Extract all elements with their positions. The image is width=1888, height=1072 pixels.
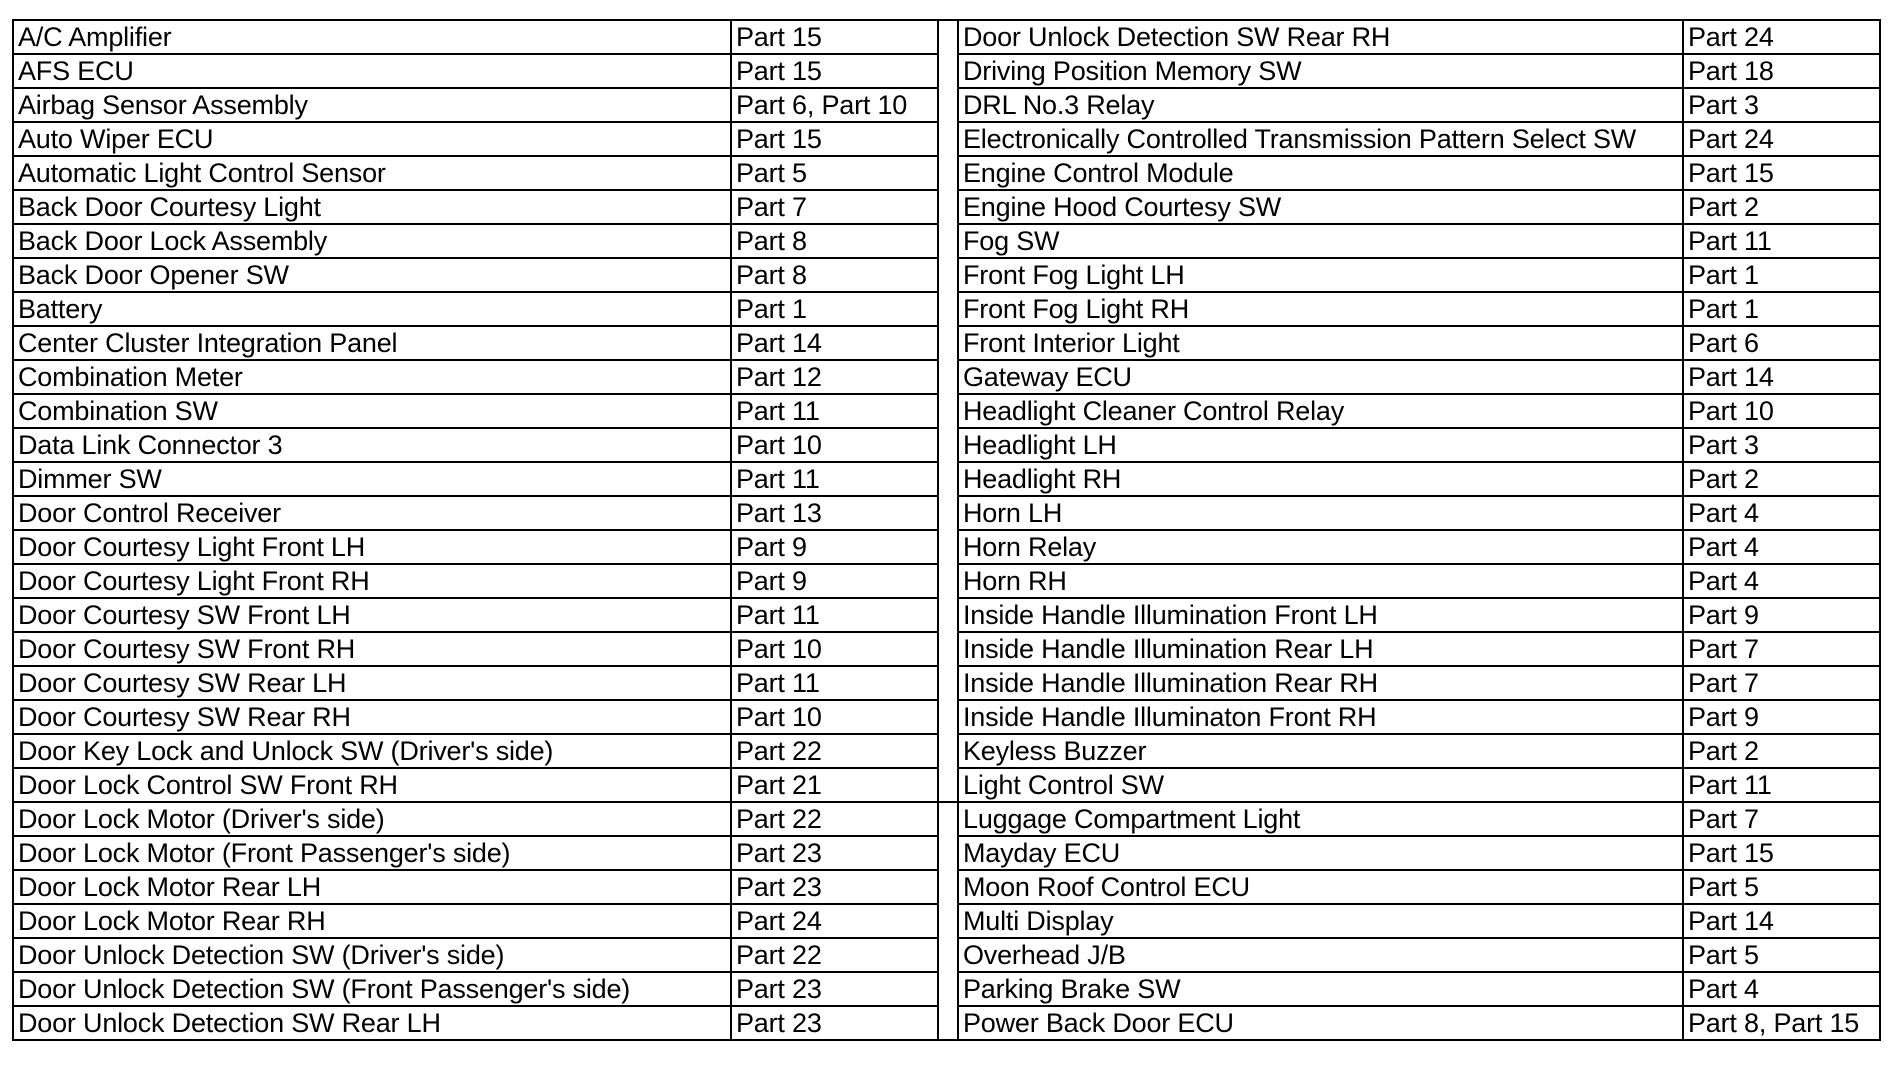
column-gap (938, 700, 958, 734)
left-part-ref: Part 12 (731, 360, 938, 394)
table-row (13, 802, 1880, 836)
right-component-name: Horn RH (958, 564, 1683, 598)
left-component-name: Combination SW (13, 394, 731, 428)
right-part-ref: Part 2 (1683, 190, 1880, 224)
right-part-ref: Part 24 (1683, 20, 1880, 54)
column-gap (938, 20, 958, 54)
table-row (13, 54, 1880, 88)
table-row (13, 666, 1880, 700)
left-part-ref: Part 15 (731, 122, 938, 156)
left-part-ref: Part 11 (731, 394, 938, 428)
left-component-name: Door Unlock Detection SW (Front Passenger's side) (13, 972, 731, 1006)
column-gap (938, 496, 958, 530)
table-row (13, 972, 1880, 1006)
left-component-name: A/C Amplifier (13, 20, 731, 54)
right-component-name: Horn LH (958, 496, 1683, 530)
left-part-ref: Part 23 (731, 870, 938, 904)
left-component-name: Door Courtesy Light Front LH (13, 530, 731, 564)
column-gap (938, 190, 958, 224)
right-component-name: Multi Display (958, 904, 1683, 938)
column-gap (938, 666, 958, 700)
right-component-name: Power Back Door ECU (958, 1006, 1683, 1040)
right-part-ref: Part 9 (1683, 700, 1880, 734)
right-part-ref: Part 2 (1683, 462, 1880, 496)
right-part-ref: Part 2 (1683, 734, 1880, 768)
left-part-ref: Part 23 (731, 1006, 938, 1040)
table-row (13, 632, 1880, 666)
right-component-name: Headlight LH (958, 428, 1683, 462)
column-gap (938, 462, 958, 496)
right-part-ref: Part 14 (1683, 904, 1880, 938)
right-component-name: Light Control SW (958, 768, 1683, 802)
column-gap (938, 972, 958, 1006)
left-part-ref: Part 8 (731, 224, 938, 258)
right-component-name: Inside Handle Illumination Rear RH (958, 666, 1683, 700)
right-component-name: Electronically Controlled Transmission Pattern Select SW (958, 122, 1683, 156)
right-part-ref: Part 11 (1683, 768, 1880, 802)
right-component-name: Moon Roof Control ECU (958, 870, 1683, 904)
left-component-name: Door Courtesy SW Front RH (13, 632, 731, 666)
right-part-ref: Part 7 (1683, 666, 1880, 700)
right-part-ref: Part 4 (1683, 972, 1880, 1006)
left-part-ref: Part 1 (731, 292, 938, 326)
right-part-ref: Part 3 (1683, 88, 1880, 122)
column-gap (938, 394, 958, 428)
column-gap (938, 54, 958, 88)
right-component-name: Headlight Cleaner Control Relay (958, 394, 1683, 428)
left-component-name: AFS ECU (13, 54, 731, 88)
column-gap (938, 530, 958, 564)
right-part-ref: Part 6 (1683, 326, 1880, 360)
left-component-name: Door Unlock Detection SW (Driver's side) (13, 938, 731, 972)
table-row (13, 122, 1880, 156)
left-part-ref: Part 21 (731, 768, 938, 802)
left-part-ref: Part 14 (731, 326, 938, 360)
right-part-ref: Part 4 (1683, 530, 1880, 564)
parts-index-body (13, 20, 1880, 1040)
right-part-ref: Part 4 (1683, 496, 1880, 530)
left-part-ref: Part 23 (731, 836, 938, 870)
right-part-ref: Part 15 (1683, 836, 1880, 870)
table-row (13, 700, 1880, 734)
left-part-ref: Part 11 (731, 462, 938, 496)
right-component-name: Inside Handle Illumination Rear LH (958, 632, 1683, 666)
column-gap (938, 870, 958, 904)
table-row (13, 870, 1880, 904)
column-gap (938, 598, 958, 632)
table-row (13, 156, 1880, 190)
table-row (13, 394, 1880, 428)
column-gap (938, 428, 958, 462)
table-row (13, 292, 1880, 326)
right-component-name: DRL No.3 Relay (958, 88, 1683, 122)
right-part-ref: Part 3 (1683, 428, 1880, 462)
left-part-ref: Part 22 (731, 734, 938, 768)
right-part-ref: Part 24 (1683, 122, 1880, 156)
column-gap (938, 734, 958, 768)
table-row (13, 428, 1880, 462)
column-gap (938, 122, 958, 156)
table-row (13, 20, 1880, 54)
left-component-name: Door Lock Motor (Driver's side) (13, 802, 731, 836)
column-gap (938, 258, 958, 292)
right-component-name: Mayday ECU (958, 836, 1683, 870)
left-part-ref: Part 15 (731, 54, 938, 88)
right-component-name: Front Fog Light LH (958, 258, 1683, 292)
right-part-ref: Part 8, Part 15 (1683, 1006, 1880, 1040)
left-part-ref: Part 5 (731, 156, 938, 190)
right-component-name: Inside Handle Illumination Front LH (958, 598, 1683, 632)
table-row (13, 326, 1880, 360)
left-part-ref: Part 11 (731, 598, 938, 632)
parts-index-page (12, 19, 1881, 1041)
table-row (13, 1006, 1880, 1040)
left-part-ref: Part 11 (731, 666, 938, 700)
right-component-name: Parking Brake SW (958, 972, 1683, 1006)
left-component-name: Back Door Opener SW (13, 258, 731, 292)
column-gap (938, 88, 958, 122)
left-part-ref: Part 22 (731, 802, 938, 836)
left-component-name: Door Unlock Detection SW Rear LH (13, 1006, 731, 1040)
left-component-name: Data Link Connector 3 (13, 428, 731, 462)
column-gap (938, 802, 958, 836)
right-part-ref: Part 5 (1683, 938, 1880, 972)
column-gap (938, 836, 958, 870)
column-gap (938, 904, 958, 938)
table-row (13, 836, 1880, 870)
table-row (13, 88, 1880, 122)
right-part-ref: Part 18 (1683, 54, 1880, 88)
right-part-ref: Part 9 (1683, 598, 1880, 632)
column-gap (938, 156, 958, 190)
right-component-name: Fog SW (958, 224, 1683, 258)
table-row (13, 768, 1880, 802)
left-component-name: Center Cluster Integration Panel (13, 326, 731, 360)
left-component-name: Back Door Courtesy Light (13, 190, 731, 224)
right-component-name: Front Fog Light RH (958, 292, 1683, 326)
column-gap (938, 938, 958, 972)
column-gap (938, 326, 958, 360)
left-component-name: Combination Meter (13, 360, 731, 394)
left-component-name: Door Courtesy Light Front RH (13, 564, 731, 598)
right-part-ref: Part 10 (1683, 394, 1880, 428)
left-part-ref: Part 24 (731, 904, 938, 938)
left-component-name: Door Courtesy SW Front LH (13, 598, 731, 632)
right-component-name: Inside Handle Illuminaton Front RH (958, 700, 1683, 734)
right-component-name: Front Interior Light (958, 326, 1683, 360)
right-component-name: Engine Control Module (958, 156, 1683, 190)
left-part-ref: Part 8 (731, 258, 938, 292)
right-component-name: Keyless Buzzer (958, 734, 1683, 768)
left-component-name: Door Lock Motor (Front Passenger's side) (13, 836, 731, 870)
left-component-name: Battery (13, 292, 731, 326)
left-component-name: Door Key Lock and Unlock SW (Driver's side) (13, 734, 731, 768)
right-component-name: Engine Hood Courtesy SW (958, 190, 1683, 224)
column-gap (938, 1006, 958, 1040)
column-gap (938, 632, 958, 666)
left-part-ref: Part 23 (731, 972, 938, 1006)
left-component-name: Airbag Sensor Assembly (13, 88, 731, 122)
left-component-name: Door Lock Motor Rear LH (13, 870, 731, 904)
left-part-ref: Part 9 (731, 530, 938, 564)
left-part-ref: Part 10 (731, 700, 938, 734)
left-part-ref: Part 22 (731, 938, 938, 972)
left-part-ref: Part 9 (731, 564, 938, 598)
left-component-name: Automatic Light Control Sensor (13, 156, 731, 190)
left-part-ref: Part 13 (731, 496, 938, 530)
left-component-name: Door Lock Motor Rear RH (13, 904, 731, 938)
table-row (13, 564, 1880, 598)
left-component-name: Door Courtesy SW Rear RH (13, 700, 731, 734)
left-component-name: Auto Wiper ECU (13, 122, 731, 156)
right-component-name: Overhead J/B (958, 938, 1683, 972)
left-component-name: Door Lock Control SW Front RH (13, 768, 731, 802)
left-part-ref: Part 7 (731, 190, 938, 224)
left-part-ref: Part 10 (731, 632, 938, 666)
table-row (13, 904, 1880, 938)
parts-index-table (12, 19, 1881, 1041)
left-part-ref: Part 10 (731, 428, 938, 462)
table-row (13, 530, 1880, 564)
left-component-name: Dimmer SW (13, 462, 731, 496)
left-component-name: Door Control Receiver (13, 496, 731, 530)
table-row (13, 734, 1880, 768)
table-row (13, 360, 1880, 394)
right-part-ref: Part 15 (1683, 156, 1880, 190)
right-part-ref: Part 4 (1683, 564, 1880, 598)
right-component-name: Gateway ECU (958, 360, 1683, 394)
right-component-name: Horn Relay (958, 530, 1683, 564)
right-part-ref: Part 1 (1683, 258, 1880, 292)
right-part-ref: Part 7 (1683, 802, 1880, 836)
column-gap (938, 564, 958, 598)
column-gap (938, 292, 958, 326)
column-gap (938, 768, 958, 802)
right-part-ref: Part 7 (1683, 632, 1880, 666)
right-part-ref: Part 11 (1683, 224, 1880, 258)
right-component-name: Driving Position Memory SW (958, 54, 1683, 88)
left-component-name: Door Courtesy SW Rear LH (13, 666, 731, 700)
right-part-ref: Part 5 (1683, 870, 1880, 904)
table-row (13, 938, 1880, 972)
table-row (13, 190, 1880, 224)
right-part-ref: Part 14 (1683, 360, 1880, 394)
right-component-name: Headlight RH (958, 462, 1683, 496)
table-row (13, 496, 1880, 530)
table-row (13, 224, 1880, 258)
left-part-ref: Part 6, Part 10 (731, 88, 938, 122)
table-row (13, 258, 1880, 292)
table-row (13, 462, 1880, 496)
right-part-ref: Part 1 (1683, 292, 1880, 326)
column-gap (938, 360, 958, 394)
left-component-name: Back Door Lock Assembly (13, 224, 731, 258)
right-component-name: Door Unlock Detection SW Rear RH (958, 20, 1683, 54)
table-row (13, 598, 1880, 632)
column-gap (938, 224, 958, 258)
right-component-name: Luggage Compartment Light (958, 802, 1683, 836)
left-part-ref: Part 15 (731, 20, 938, 54)
